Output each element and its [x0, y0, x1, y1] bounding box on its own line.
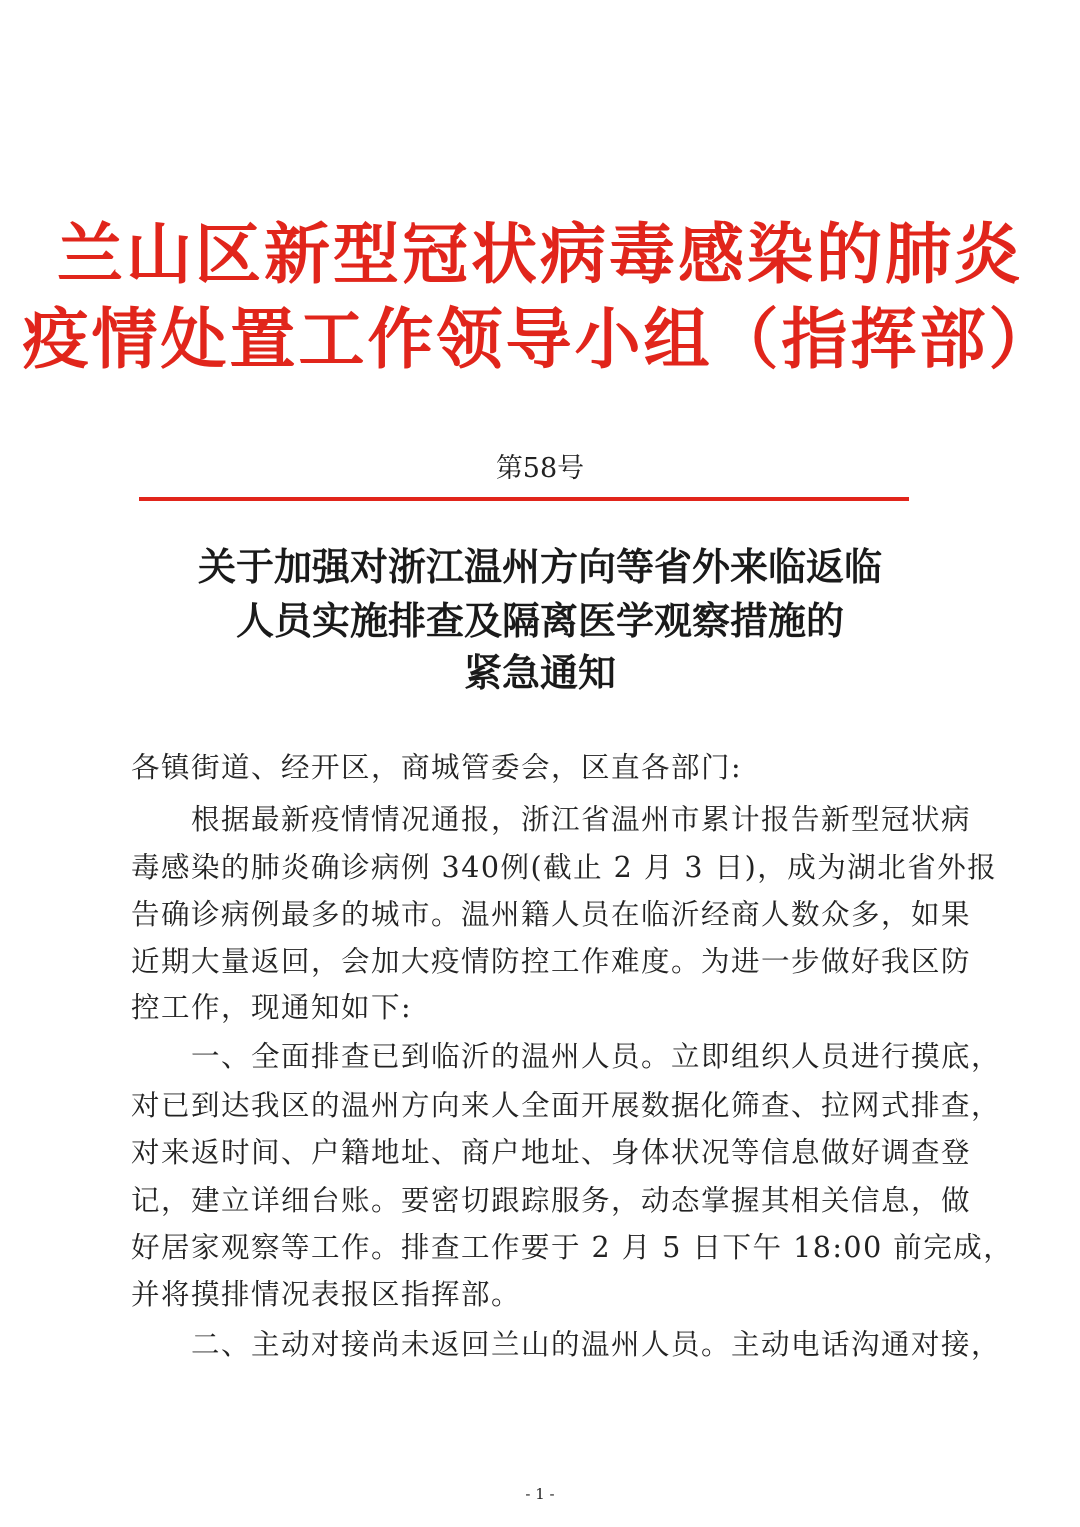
body-line-3: 毒感染的肺炎确诊病例 340例(截止 2 月 3 日)，成为湖北省外报 [131, 851, 998, 884]
document-number: 第58号 [495, 453, 585, 484]
body-line-1: 各镇街道、经开区，商城管委会，区直各部门: [131, 751, 743, 784]
body-line-8: 对已到达我区的温州方向来人全面开展数据化筛查、拉网式排查， [131, 1089, 1002, 1122]
body-line-9: 对来返时间、户籍地址、商户地址、身体状况等信息做好调查登 [131, 1136, 972, 1169]
body-line-7: 一、全面排查已到临沂的温州人员。立即组织人员进行摸底， [131, 1040, 1002, 1073]
header-title-line-1: 兰山区新型冠状病毒感染的肺炎 [57, 215, 1023, 293]
body-line-12: 并将摸排情况表报区指挥部。 [131, 1278, 522, 1311]
notice-title-line-1: 关于加强对浙江温州方向等省外来临返临 [197, 544, 882, 589]
red-divider-line [139, 497, 909, 501]
body-line-13: 二、主动对接尚未返回兰山的温州人员。主动电话沟通对接， [131, 1328, 1002, 1361]
notice-title-line-3: 紧急通知 [463, 650, 616, 695]
body-line-6: 控工作，现通知如下: [131, 991, 413, 1024]
notice-title-line-2: 人员实施排查及隔离医学观察措施的 [235, 598, 844, 643]
body-line-11: 好居家观察等工作。排查工作要于 2 月 5 日下午 18:00 前完成， [131, 1231, 1014, 1264]
body-line-4: 告确诊病例最多的城市。温州籍人员在临沂经商人数众多，如果 [131, 898, 972, 931]
body-line-10: 记，建立详细台账。要密切跟踪服务，动态掌握其相关信息，做 [131, 1184, 972, 1217]
body-line-5: 近期大量返回，会加大疫情防控工作难度。为进一步做好我区防 [131, 945, 972, 978]
header-title-line-2: 疫情处置工作领导小组（指挥部） [22, 300, 1058, 378]
page-number: - 1 - [525, 1485, 555, 1503]
body-line-2: 根据最新疫情情况通报，浙江省温州市累计报告新型冠状病 [131, 803, 972, 836]
